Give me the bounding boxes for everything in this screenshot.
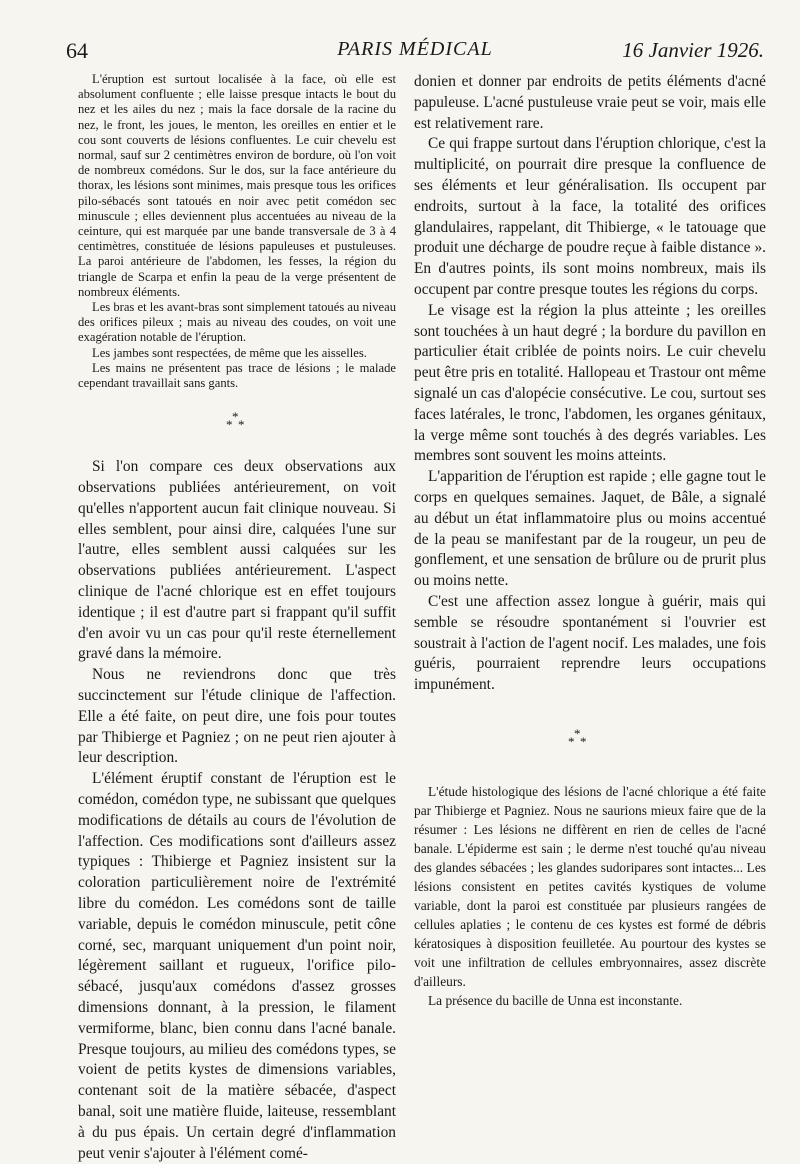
body-paragraph: Nous ne reviendrons donc que très succinctement sur l'étude clinique de l'affection. Elle a été faite, on peut dire, une fois pour toutes par Thibierge et Pagniez ; on ne peut rien ajouter à leur description. [78, 666, 396, 767]
observation-paragraph: L'éruption est surtout localisée à la face, où elle est absolument confluente ; elle laisse presque intacts le bout du nez et les ailes du nez ; mais la face dorsale de la racine du nez, le front, les joues, le menton, les oreilles en entier et le cou sont couverts de lésions confluentes. Le cuir chevelu est normal, sauf sur 2 centimètres environ de bordure, où l'on voit de nombreux comédons. Sur le dos, sur la face antérieure du thorax, les lésions sont minimes, mais presque tous les orifices pilo-sébacés sont tatoués en noir avec petit comédon sec minuscule ; elles deviennent plus accentuées au niveau de la ceinture, qui est marquée par une bande transversale de 3 à 4 centimètres, constituée de lésions papuleuses et pustuleuses. La paroi antérieure de l'abdomen, les fesses, la région du triangle de Scarpa et enfin la peau de la verge présentent de nombreux éléments. [78, 72, 396, 299]
section-separator [414, 714, 766, 760]
left-column [78, 72, 396, 1164]
body-paragraph: L'élément éruptif constant de l'éruption est le comédon, comédon type, ne subissant que quelques modifications de détails au cours de l'évolution de l'affection. Ces modifications sont d'ailleurs assez typiques : Thibierge et Pagniez insistent sur la coloration particulièrement noire de l'extrémité libre du comédon. Les comédons sont de taille variable, depuis le comédon minuscule, petit cône corné, sec, marquant uniquement d'un point noir, légèrement saillant et rugueux, l'orifice pilo-sébacé, jusqu'aux comédons d'assez grosses dimensions donnant, à la pression, le filament vermiforme, blanc, bien connu dans l'acné banale. Presque toujours, au milieu des comédons types, se voient de petits kystes de dimensions variables, contenant soit de la matière sébacée, d'aspect banal, soit une matière fluide, laiteuse, ressemblant à du pus épais. Un certain degré d'inflammation peut venir s'ajouter à l'élément comé- [78, 770, 397, 1162]
journal-title: PARIS MÉDICAL [337, 38, 493, 60]
separator-star: * [232, 409, 239, 425]
body-paragraph: C'est une affection assez longue à guérir, mais qui semble se résoudre spontanément si l'ouvrier est soustrait à l'action de l'agent nocif. Les malades, une fois guéris, pourraient reprendre leurs occupations impunément. [414, 592, 766, 694]
separator-star: * [568, 733, 575, 749]
issue-date: 16 Janvier 1926. [622, 38, 764, 62]
histology-paragraph: L'étude histologique des lésions de l'acné chlorique a été faite par Thibierge et Pagniez. Nous ne saurions mieux faire que de la résumer : Les lésions ne diffèrent en rien de celles de l'acné banale. L'épiderme est sain ; le derme n'est touché qu'au niveau des glandes sébacées ; les glandes sudoripares sont intactes... Les lésions consistent en petites cavités kystiques de volume variable, dont la paroi est constituée par plusieurs rangées de cellules aplaties ; le contenu de ces kystes est formé de débris kératosiques à disposition feuilletée. Au pourtour des kystes se voit une infiltration de cellules embryonnaires, assez discrète d'ailleurs. [414, 783, 766, 989]
separator-star: * [574, 725, 581, 741]
separator-star: * [226, 417, 233, 433]
body-paragraph: Ce qui frappe surtout dans l'éruption chlorique, c'est la multiplicité, on pourrait dire presque la confluence de ses éléments et leur généralisation. Ils occupent par endroits, surtout à la face, la totalité des orifices glandulaires, rappelant, dit Thibierge, « le tatouage que produit une décharge de poudre reçue à faible distance ». En d'autres points, ils sont moins nombreux, mais ils occupent par contre presque toutes les régions du corps. [414, 135, 766, 298]
right-column [414, 72, 766, 1010]
body-paragraph: L'apparition de l'éruption est rapide ; elle gagne tout le corps en quelques semaines. Jaquet, de Bâle, a signalé au début un état inflammatoire plus ou moins accentué de la peau se manifestant par de la rougeur, un peu de gonflement, et une sensation de brûlure ou de prurit plus ou moins nette. [414, 468, 766, 590]
histology-paragraph: La présence du bacille de Unna est inconstante. [428, 992, 683, 1008]
observation-paragraph: Les jambes sont respectées, de même que les aisselles. [92, 345, 367, 360]
section-separator [78, 401, 396, 439]
page-number: 64 [66, 38, 88, 63]
observation-paragraph: Les mains ne présentent pas trace de lésions ; le malade cependant travaillait sans gants. [78, 360, 396, 391]
separator-star: * [238, 417, 245, 433]
body-paragraph: Le visage est la région la plus atteinte ; les oreilles sont touchées à un haut degré ; la bordure du pavillon en particulier était criblée de points noirs. Le cuir chevelu peut être pris en totalité. Hallopeau et Trastour ont même signalé un cas d'alopécie consécutive. Le cou, surtout ses faces latérales, le tronc, l'abdomen, les organes génitaux, la verge même sont touchés à des degrés variables. Les membres sont souvent les moins atteints. [414, 301, 766, 465]
page-header [66, 38, 764, 68]
body-paragraph: donien et donner par endroits de petits éléments d'acné papuleuse. L'acné pustuleuse vraie peut se voir, mais elle est relativement rare. [414, 73, 766, 132]
separator-star: * [580, 733, 587, 749]
observation-paragraph: Les bras et les avant-bras sont simplement tatoués au niveau des orifices pileux ; mais au niveau des coudes, on voit une exagération notable de l'éruption. [78, 300, 396, 345]
body-paragraph: Si l'on compare ces deux observations aux observations publiées antérieurement, on voit qu'elles n'apportent aucun fait clinique nouveau. Si elles semblent, pour ainsi dire, calquées l'une sur l'autre, elles semblent aussi calquées sur les observations publiées antérieurement. L'aspect clinique de l'acné chlorique est en effet toujours identique ; il est d'autre part si frappant qu'il suffit d'en avoir vu un cas pour qu'il reste éternellement gravé dans la mémoire. [78, 458, 396, 663]
